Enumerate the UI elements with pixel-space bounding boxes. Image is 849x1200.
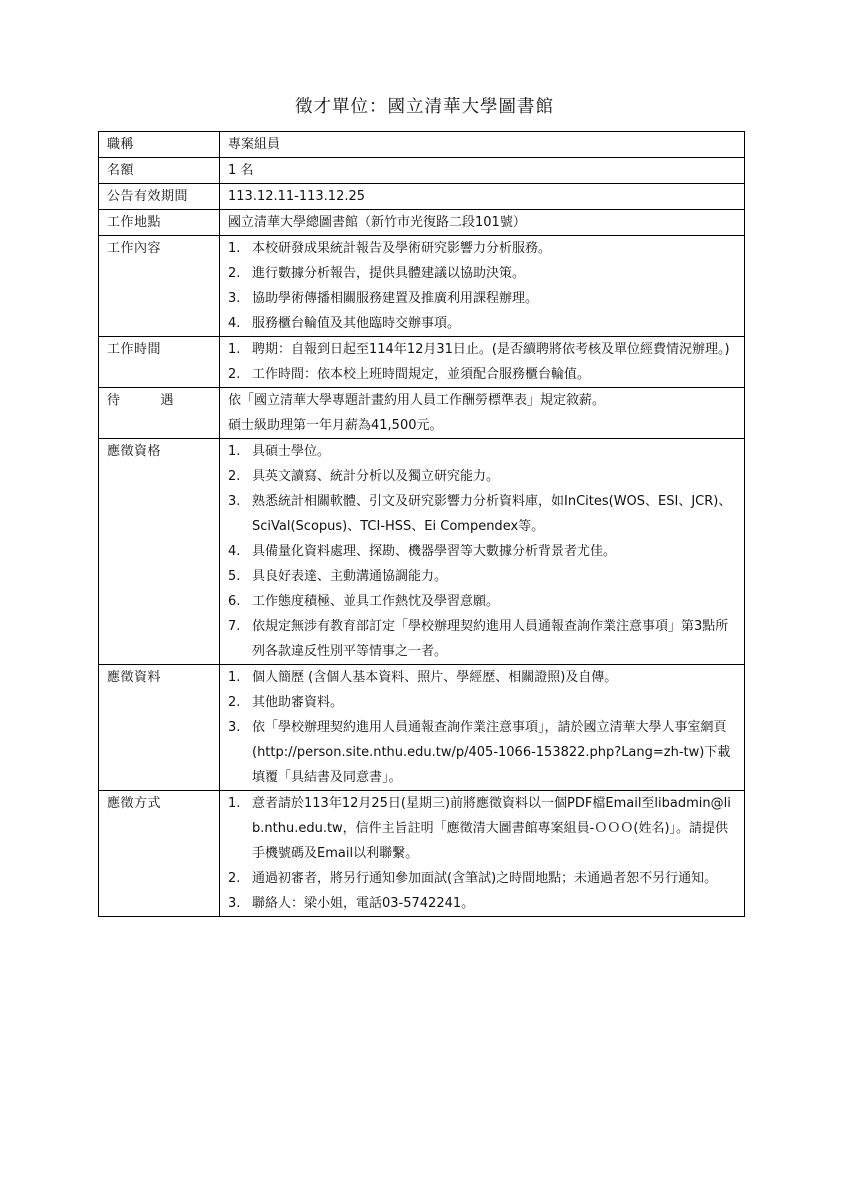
list-item (228, 690, 738, 715)
list-item (228, 665, 738, 690)
item-number: 3. (228, 291, 241, 306)
qualifications-list (220, 439, 745, 665)
row-method (99, 791, 745, 917)
item-text: 依規定無涉有教育部訂定「學校辦理契約進用人員通報查詢作業注意事項」第3點所列各款違反性別平等情事之一者。 (252, 619, 729, 659)
salary-label-char-2: 遇 (160, 393, 175, 408)
list-item (228, 311, 738, 336)
documents-label: 應徵資料 (99, 665, 220, 791)
row-duties (99, 236, 745, 337)
salary-line-1: 依「國立清華大學專題計畫約用人員工作酬勞標準表」規定敘薪。 (228, 393, 606, 408)
item-text: 聯絡人：梁小姐，電話03-5742241。 (252, 896, 475, 911)
list-item (228, 564, 738, 589)
item-number: 2. (228, 469, 241, 484)
item-text: 具英文讀寫、統計分析以及獨立研究能力。 (252, 469, 500, 484)
list-item (228, 439, 738, 464)
list-item (228, 539, 738, 564)
item-number: 4. (228, 544, 241, 559)
list-item (228, 791, 738, 866)
item-text: 工作態度積極、並具工作熱忱及學習意願。 (252, 594, 500, 609)
method-list (220, 791, 745, 917)
item-text: 熟悉統計相關軟體、引文及研究影響力分析資料庫，如InCites(WOS、ESI、JCR)、SciVal(Scopus)、TCI-HSS、Ei Compendex等。 (252, 494, 732, 534)
job-info-table (98, 131, 745, 917)
hours-label: 工作時間 (99, 337, 220, 388)
period-label: 公告有效期間 (99, 184, 220, 210)
list-item (228, 362, 738, 387)
item-text: 進行數據分析報告，提供具體建議以協助決策。 (252, 266, 526, 281)
row-period (99, 184, 745, 210)
position-label: 職稱 (99, 132, 220, 158)
documents-list (220, 665, 745, 791)
item-number: 2. (228, 266, 241, 281)
list-item (228, 464, 738, 489)
method-label: 應徵方式 (99, 791, 220, 917)
item-number: 5. (228, 569, 241, 584)
item-number: 1. (228, 796, 241, 811)
row-position (99, 132, 745, 158)
item-number: 1. (228, 670, 241, 685)
item-number: 1. (228, 444, 241, 459)
item-text: 個人簡歷 (含個人基本資料、照片、學經歷、相關證照)及自傳。 (252, 670, 618, 685)
salary-label (99, 388, 220, 439)
item-number: 4. (228, 316, 241, 331)
list-item (228, 715, 738, 790)
salary-value (220, 388, 745, 439)
item-number: 2. (228, 871, 241, 886)
item-number: 3. (228, 896, 241, 911)
row-documents (99, 665, 745, 791)
item-text: 具良好表達、主動溝通協調能力。 (252, 569, 448, 584)
item-text: 意者請於113年12月25日(星期三)前將應徵資料以一個PDF檔Email至libadmin@lib.nthu.edu.tw，信件主旨註明「應徵清大圖書館專案組員-ＯＯＯ(姓名)」。請提供手機號碼及Email以利聯繫。 (252, 796, 731, 861)
period-value: 113.12.11-113.12.25 (220, 184, 745, 210)
item-number: 1. (228, 342, 241, 357)
list-item (228, 589, 738, 614)
item-number: 2. (228, 367, 241, 382)
item-text: 協助學術傳播相關服務建置及推廣利用課程辦理。 (252, 291, 539, 306)
item-text: 工作時間：依本校上班時間規定，並須配合服務櫃台輪值。 (252, 367, 591, 382)
item-number: 6. (228, 594, 241, 609)
salary-label-char-1: 待 (107, 393, 121, 408)
hours-list (220, 337, 745, 388)
item-number: 1. (228, 241, 241, 256)
row-qualifications (99, 439, 745, 665)
row-salary (99, 388, 745, 439)
item-number: 7. (228, 619, 241, 634)
item-text: 服務櫃台輪值及其他臨時交辦事項。 (252, 316, 461, 331)
list-item (228, 614, 738, 664)
item-number: 3. (228, 494, 241, 509)
row-quota (99, 158, 745, 184)
item-text: 依「學校辦理契約進用人員通報查詢作業注意事項」，請於國立清華大學人事室網頁(http://person.site.nthu.edu.tw/p/405-1066-153822.php?Lang=zh-tw)下載填覆「具結書及同意書」。 (252, 720, 731, 785)
quota-label: 名額 (99, 158, 220, 184)
item-text: 本校研發成果統計報告及學術研究影響力分析服務。 (252, 241, 552, 256)
list-item (228, 261, 738, 286)
duties-label: 工作內容 (99, 236, 220, 337)
position-value: 專案組員 (220, 132, 745, 158)
item-number: 2. (228, 695, 241, 710)
item-text: 具備量化資料處理、探勘、機器學習等大數據分析背景者尤佳。 (252, 544, 617, 559)
item-text: 具碩士學位。 (252, 444, 331, 459)
list-item (228, 337, 738, 362)
duties-list (220, 236, 745, 337)
page-title: 徵才單位：國立清華大學圖書館 (295, 97, 554, 117)
item-text: 聘期：自報到日起至114年12月31日止。(是否續聘將依考核及單位經費情況辦理。) (252, 342, 730, 357)
location-label: 工作地點 (99, 210, 220, 236)
list-item (228, 236, 738, 261)
item-text: 通過初審者，將另行通知參加面試(含筆試)之時間地點；未通過者恕不另行通知。 (252, 871, 718, 886)
row-location (99, 210, 745, 236)
item-text: 其他助審資料。 (252, 695, 344, 710)
qualifications-label: 應徵資格 (99, 439, 220, 665)
list-item (228, 866, 738, 891)
salary-line-2: 碩士級助理第一年月薪為41,500元。 (228, 418, 443, 433)
row-hours (99, 337, 745, 388)
list-item (228, 891, 738, 916)
quota-value: 1 名 (220, 158, 745, 184)
location-value: 國立清華大學總圖書館（新竹市光復路二段101號） (220, 210, 745, 236)
list-item (228, 286, 738, 311)
item-number: 3. (228, 720, 241, 735)
list-item (228, 489, 738, 539)
